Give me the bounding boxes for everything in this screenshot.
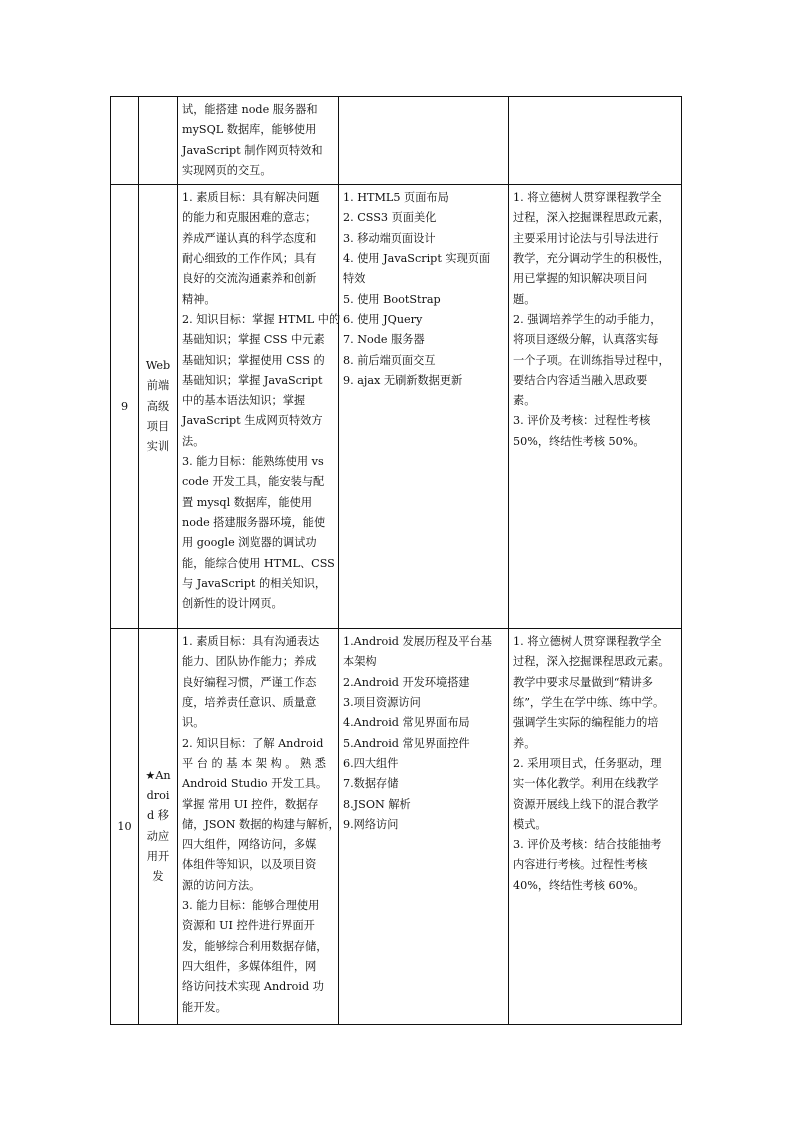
course-name-line: 项目 bbox=[146, 419, 170, 433]
course-number: 9 bbox=[120, 399, 129, 413]
teaching-requirements-line: 养。 bbox=[513, 736, 536, 750]
course-objectives-line: 耐心细致的工作作风；具有 bbox=[182, 252, 317, 266]
table-body bbox=[111, 97, 682, 1025]
course-objectives-line: 良好的交流沟通素养和创新 bbox=[182, 272, 317, 286]
course-number: 10 bbox=[117, 819, 132, 833]
course-objectives-line: 四大组件，多媒体组件，网 bbox=[182, 959, 317, 973]
course-content-line: 8. 前后端页面交互 bbox=[343, 353, 436, 367]
course-content-cell bbox=[339, 185, 509, 629]
teaching-requirements-line: 教学，充分调动学生的积极性， bbox=[513, 252, 670, 266]
course-objectives-line: 创新性的设计网页。 bbox=[182, 597, 283, 611]
course-objectives-line: JavaScript 生成网页特效方 bbox=[182, 414, 323, 428]
course-content-line: 8.JSON 解析 bbox=[343, 797, 411, 811]
course-content-line: 7.数据存储 bbox=[343, 777, 399, 791]
teaching-requirements-cell bbox=[509, 185, 682, 629]
course-objectives-line: 平 台 的 基 本 架 构 。 熟 悉 bbox=[182, 756, 326, 770]
teaching-requirements-line: 3. 评价及考核：过程性考核 bbox=[513, 414, 651, 428]
course-objectives-line: 2. 知识目标：了解 Android bbox=[182, 736, 324, 750]
teaching-requirements-line: 资源开展线上线下的混合教学 bbox=[513, 797, 659, 811]
course-objectives-line: 四大组件，网络访问，多媒 bbox=[182, 838, 317, 852]
course-content-line: 6.四大组件 bbox=[343, 756, 399, 770]
course-objectives-line: 与 JavaScript 的相关知识， bbox=[182, 576, 327, 590]
teaching-requirements-line: 将项目逐级分解，认真落实每 bbox=[513, 333, 659, 347]
table-row bbox=[111, 97, 682, 185]
teaching-requirements-line: 素。 bbox=[513, 394, 536, 408]
table-row bbox=[111, 185, 682, 629]
course-objectives-line: 能开发。 bbox=[182, 1000, 227, 1014]
course-content-line: 1.Android 发展历程及平台基 bbox=[343, 635, 492, 649]
course-objectives-line: 3. 能力目标：能熟练使用 vs bbox=[182, 455, 324, 469]
teaching-requirements-line: 3. 评价及考核：结合技能抽考 bbox=[513, 838, 662, 852]
course-objectives-line: Android Studio 开发工具。 bbox=[182, 777, 328, 791]
course-number-cell bbox=[111, 629, 139, 1025]
course-objectives-line: 1. 素质目标：具有解决问题 bbox=[182, 191, 320, 205]
course-number-cell bbox=[111, 97, 139, 185]
table-row bbox=[111, 629, 682, 1025]
teaching-requirements-line: 1. 将立德树人贯穿课程教学全 bbox=[513, 191, 662, 205]
course-name-line: 发 bbox=[152, 870, 164, 884]
course-objectives-line: mySQL 数据库，能够使用 bbox=[182, 123, 317, 137]
teaching-requirements-line: 内容进行考核。过程性考核 bbox=[513, 858, 648, 872]
teaching-requirements-line: 1. 将立德树人贯穿课程教学全 bbox=[513, 635, 662, 649]
course-name-line: ★An bbox=[145, 768, 171, 782]
course-name-line: droi bbox=[146, 789, 170, 803]
course-objectives-line: 资源和 UI 控件进行界面开 bbox=[182, 919, 315, 933]
course-objectives-line: 中的基本语法知识；掌握 bbox=[182, 394, 306, 408]
course-objectives-line: 实现网页的交互。 bbox=[182, 163, 272, 177]
teaching-requirements-line: 2. 强调培养学生的动手能力， bbox=[513, 312, 662, 326]
course-objectives-line: 养成严谨认真的科学态度和 bbox=[182, 231, 317, 245]
course-content-line: 4.Android 常见界面布局 bbox=[343, 716, 470, 730]
course-content-line: 5. 使用 BootStrap bbox=[343, 292, 441, 306]
course-content-line: 本架构 bbox=[343, 655, 377, 669]
course-objectives-line: 基础知识；掌握 JavaScript bbox=[182, 373, 323, 387]
course-number-cell bbox=[111, 185, 139, 629]
course-objectives-cell bbox=[178, 185, 339, 629]
teaching-requirements-line: 练”，学生在学中练、练中学。 bbox=[513, 696, 665, 710]
course-name-cell bbox=[139, 97, 178, 185]
course-objectives-line: 体组件等知识，以及项目资 bbox=[182, 858, 317, 872]
course-content-line: 6. 使用 JQuery bbox=[343, 312, 423, 326]
course-content-line: 9. ajax 无刷新数据更新 bbox=[343, 373, 463, 387]
teaching-requirements-line: 题。 bbox=[513, 292, 536, 306]
course-name-cell bbox=[139, 629, 178, 1025]
course-content-line: 7. Node 服务器 bbox=[343, 333, 425, 347]
course-name-line: d 移 bbox=[147, 809, 169, 823]
course-content-line: 1. HTML5 页面布局 bbox=[343, 191, 449, 205]
course-content-cell bbox=[339, 97, 509, 185]
teaching-requirements-line: 教学中要求尽量做到“精讲多 bbox=[513, 675, 653, 689]
course-content-line: 9.网络访问 bbox=[343, 817, 399, 831]
course-name-cell bbox=[139, 185, 178, 629]
course-objectives-line: 络访问技术实现 Android 功 bbox=[182, 980, 324, 994]
teaching-requirements-line: 过程，深入挖掘课程思政元素， bbox=[513, 211, 670, 225]
teaching-requirements-line: 过程，深入挖掘课程思政元素。 bbox=[513, 655, 670, 669]
teaching-requirements-line: 模式。 bbox=[513, 817, 547, 831]
course-name-line: 高级 bbox=[146, 399, 170, 413]
course-objectives-line: 试，能搭建 node 服务器和 bbox=[182, 103, 318, 116]
course-objectives-line: 3. 能力目标：能够合理使用 bbox=[182, 899, 320, 913]
course-name-line: 动应 bbox=[146, 829, 170, 843]
course-name-line: 用开 bbox=[146, 849, 170, 863]
course-content-line: 5.Android 常见界面控件 bbox=[343, 736, 470, 750]
course-objectives-line: 发，能够综合利用数据存储， bbox=[182, 939, 328, 953]
teaching-requirements-line: 主要采用讨论法与引导法进行 bbox=[513, 231, 659, 245]
teaching-requirements-line: 50%，终结性考核 50%。 bbox=[513, 434, 645, 448]
course-objectives-line: 度，培养责任意识、质量意 bbox=[182, 696, 317, 710]
course-objectives-line: 1. 素质目标：具有沟通表达 bbox=[182, 635, 320, 649]
course-objectives-line: node 搭建服务器环境，能使 bbox=[182, 515, 326, 529]
course-objectives-line: 的能力和克服困难的意志； bbox=[182, 211, 317, 225]
course-objectives-line: 精神。 bbox=[182, 292, 216, 306]
course-name-line: 前端 bbox=[146, 379, 170, 393]
course-name-line: Web bbox=[145, 358, 171, 372]
course-objectives-line: 识。 bbox=[182, 716, 205, 730]
teaching-requirements-cell bbox=[509, 97, 682, 185]
course-objectives-line: 源的访问方法。 bbox=[182, 878, 261, 892]
course-objectives-line: JavaScript 制作网页特效和 bbox=[182, 143, 323, 157]
course-objectives-line: 基础知识；掌握使用 CSS 的 bbox=[182, 353, 325, 367]
course-objectives-line: 能力、团队协作能力；养成 bbox=[182, 655, 317, 669]
course-content-line: 4. 使用 JavaScript 实现页面 bbox=[343, 252, 491, 266]
course-objectives-cell bbox=[178, 97, 339, 185]
teaching-requirements-line: 要结合内容适当融入思政要 bbox=[513, 373, 648, 387]
course-objectives-line: 掌握 常用 UI 控件，数据存 bbox=[182, 797, 319, 811]
course-content-line: 3. 移动端页面设计 bbox=[343, 231, 436, 245]
teaching-requirements-line: 2. 采用项目式，任务驱动，理 bbox=[513, 756, 662, 770]
teaching-requirements-line: 一个子项。在训练指导过程中， bbox=[513, 353, 670, 367]
course-objectives-line: 良好编程习惯，严谨工作态 bbox=[182, 675, 317, 689]
course-objectives-line: 储，JSON 数据的构建与解析， bbox=[182, 817, 340, 831]
course-objectives-line: 2. 知识目标：掌握 HTML 中的 bbox=[182, 312, 341, 326]
course-objectives-cell bbox=[178, 629, 339, 1025]
teaching-requirements-line: 40%，终结性考核 60%。 bbox=[513, 878, 645, 892]
teaching-requirements-line: 实一体化教学。利用在线教学 bbox=[513, 777, 659, 791]
course-objectives-line: 基础知识；掌握 CSS 中元素 bbox=[182, 333, 325, 347]
course-objectives-line: 用 google 浏览器的调试功 bbox=[182, 536, 317, 550]
course-objectives-line: 能，能综合使用 HTML、CSS bbox=[182, 556, 335, 570]
teaching-requirements-line: 强调学生实际的编程能力的培 bbox=[513, 716, 659, 730]
teaching-requirements-line: 用已掌握的知识解决项目问 bbox=[513, 272, 648, 286]
course-table bbox=[110, 96, 682, 1025]
course-content-cell bbox=[339, 629, 509, 1025]
course-content-line: 2.Android 开发环境搭建 bbox=[343, 675, 470, 689]
course-name-line: 实训 bbox=[146, 440, 170, 454]
course-objectives-line: 置 mysql 数据库，能使用 bbox=[182, 495, 313, 509]
course-content-line: 特效 bbox=[343, 272, 366, 286]
course-content-line: 3.项目资源访问 bbox=[343, 696, 421, 710]
course-objectives-line: code 开发工具，能安装与配 bbox=[182, 475, 325, 489]
teaching-requirements-cell bbox=[509, 629, 682, 1025]
course-objectives-line: 法。 bbox=[182, 434, 205, 448]
course-content-line: 2. CSS3 页面美化 bbox=[343, 211, 437, 225]
